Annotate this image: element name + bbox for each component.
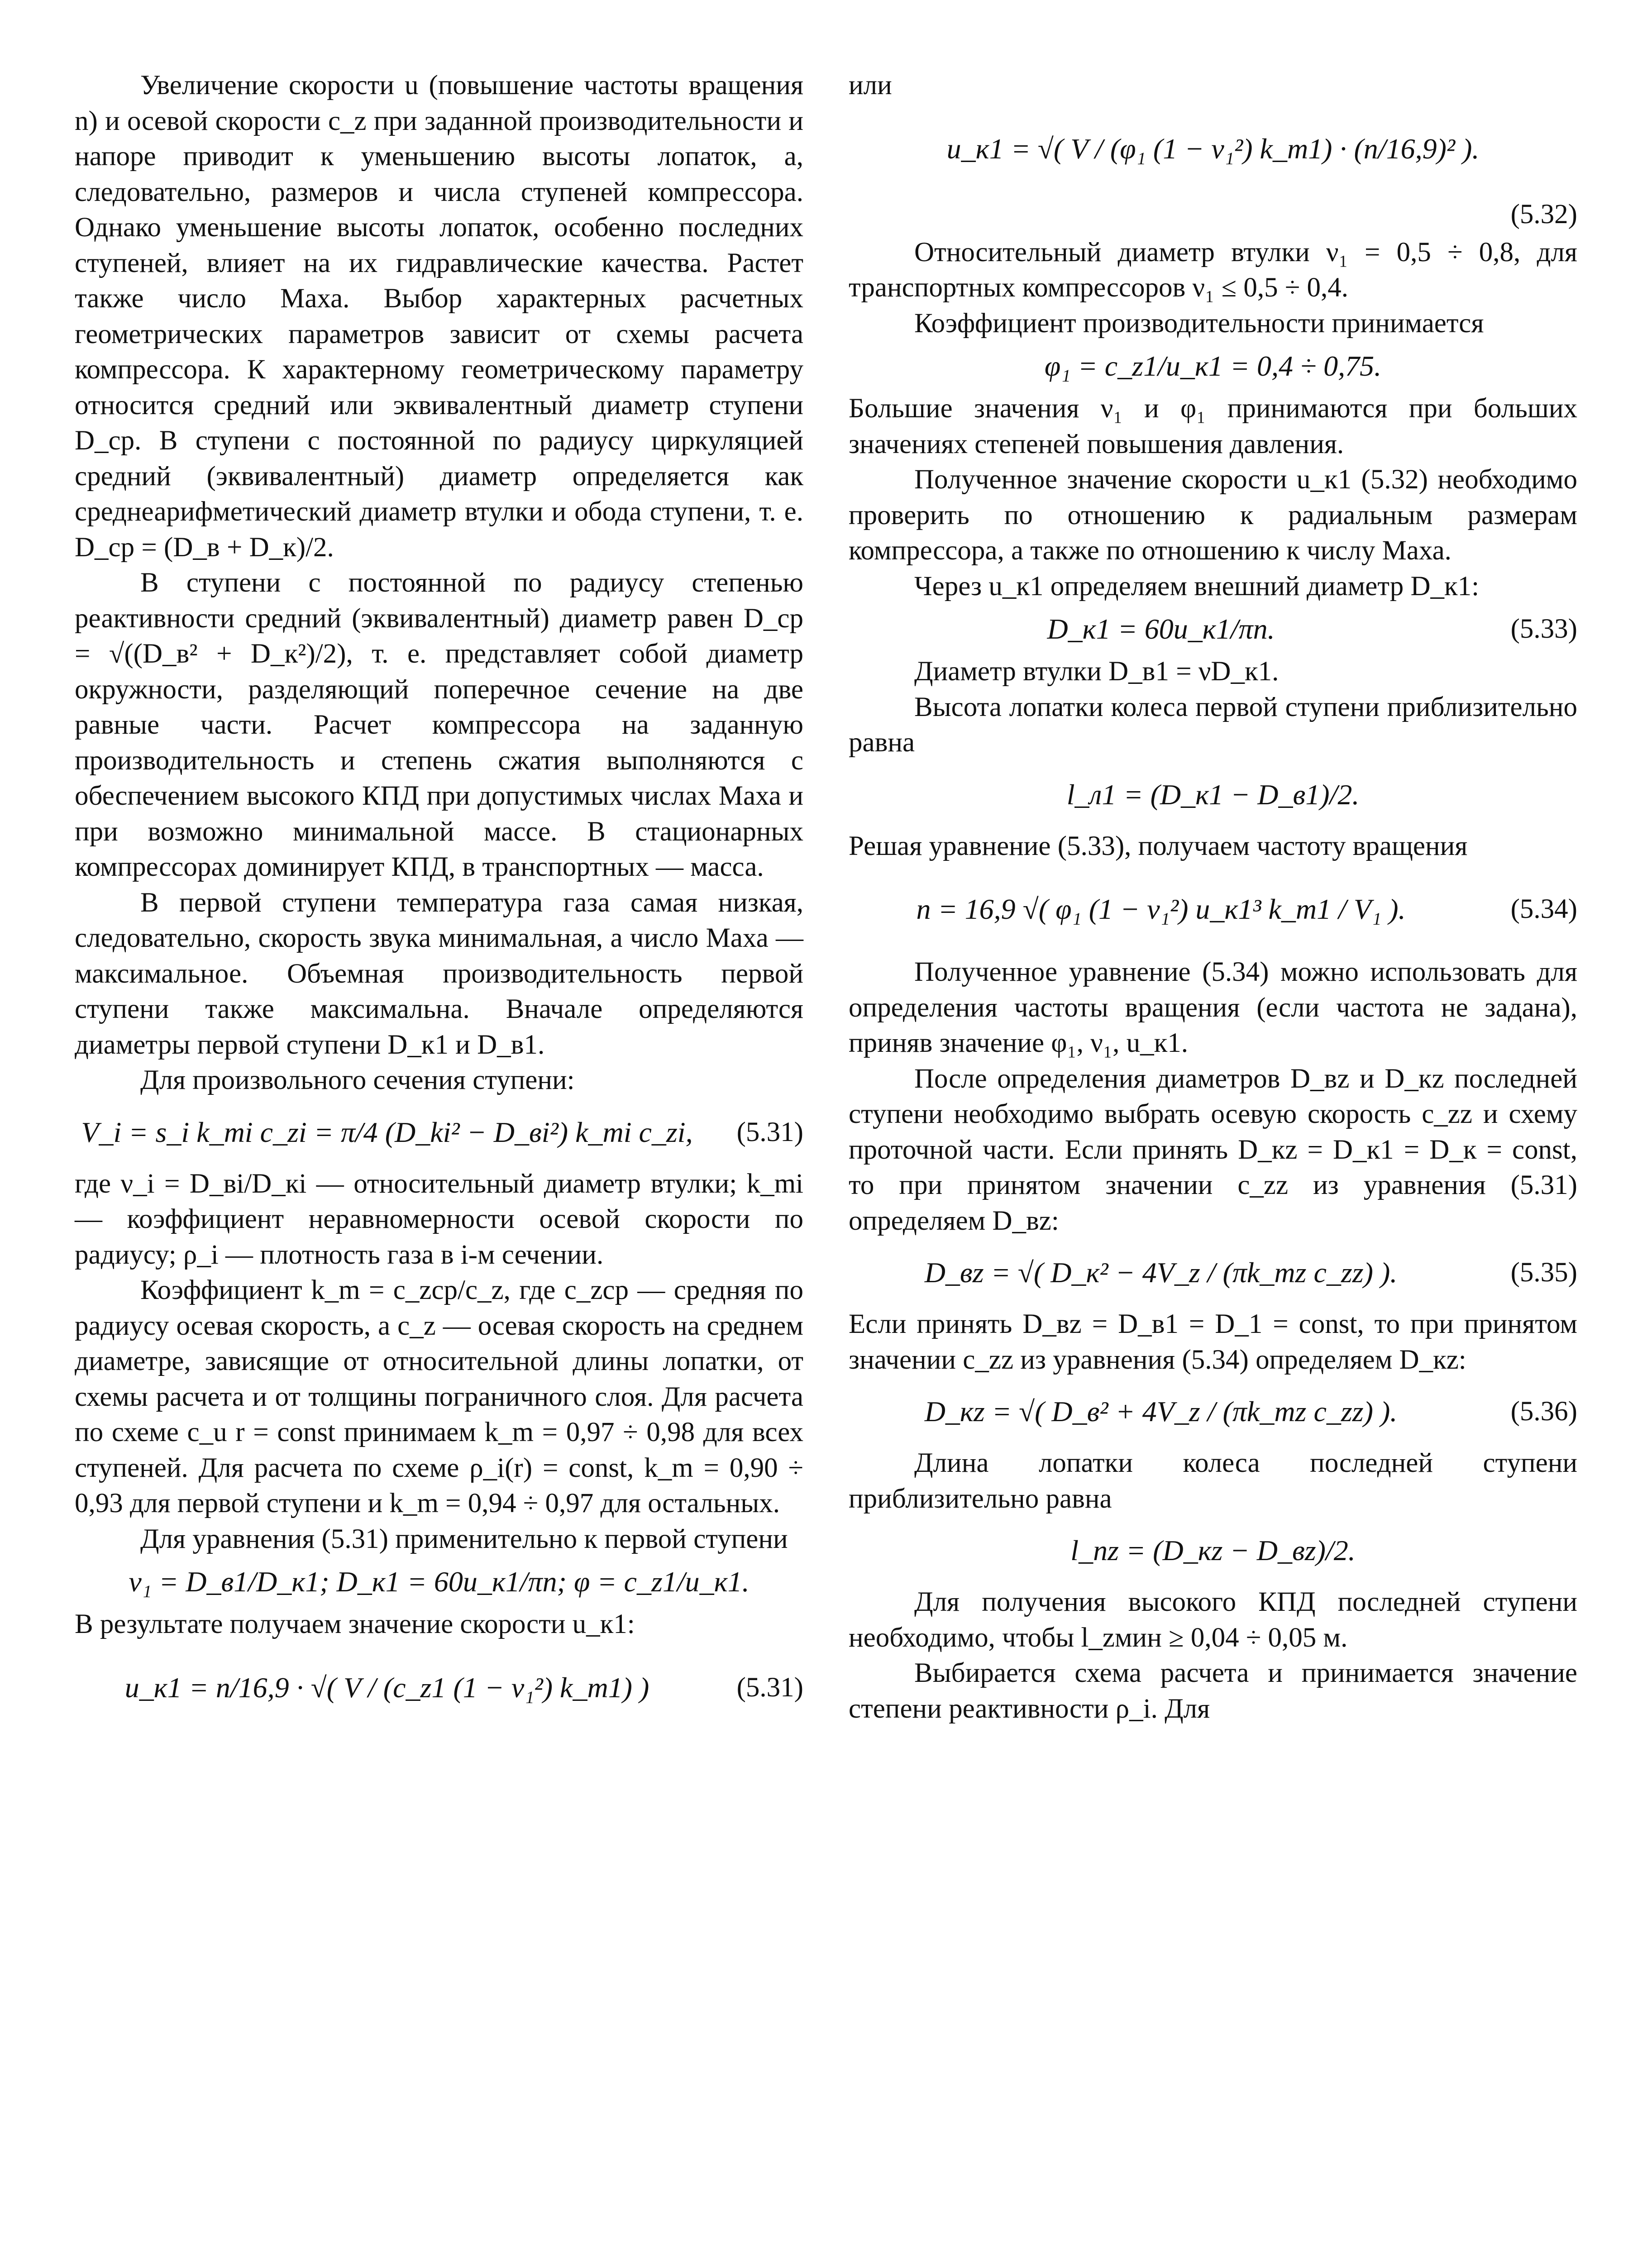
equation-definitions — [75, 1557, 803, 1607]
paragraph: Относительный диаметр втулки ν₁ = 0,5 ÷ 0,8, для транспортных компрессоров ν₁ ≤ 0,5 ÷ 0,4. — [849, 237, 1577, 303]
paragraph: Полученное уравнение (5.34) можно использовать для определения частоты вращения (если частота не задана), приняв значение φ₁, ν₁, u_к1. — [849, 957, 1577, 1058]
paragraph: Полученное значение скорости u_к1 (5.32) необходимо проверить по отношению к радиальным размерам компрессора, а также по отношению к числу Маха. — [849, 464, 1577, 566]
paragraph: Коэффициент k_m = c_zср/c_z, где c_zср — средняя по радиусу осевая скорость, а c_z — осевая скорость на среднем диаметре, зависящие от относительной длины лопатки, от схемы расчета и от толщины пограничного слоя. Для расчета по схеме c_u r = const принимаем k_m = 0,97 ÷ 0,98 для всех ступеней. Для расчета по схеме ρ_i(r) = const, k_m = 0,90 ÷ 0,93 для первой ступени и k_m = 0,94 ÷ 0,97 для остальных. — [75, 1275, 803, 1518]
equation-body: D_к1 = 60u_к1/πn. — [1047, 613, 1275, 645]
equation-number: (5.36) — [1510, 1396, 1577, 1427]
equation-5-36 — [849, 1378, 1577, 1446]
paragraph: Для уравнения (5.31) применительно к первой ступени — [140, 1523, 788, 1554]
right-column — [849, 68, 1577, 1727]
paragraph: или — [849, 70, 892, 100]
paragraph: Длина лопатки колеса последней ступени приблизительно равна — [849, 1448, 1577, 1514]
equation-5-34 — [849, 864, 1577, 955]
paragraph: Выбирается схема расчета и принимается значение степени реактивности ρ_i. Для — [849, 1658, 1577, 1724]
equation-number: (5.34) — [1510, 894, 1577, 924]
equation-body: u_к1 = n/16,9 · √( V / (c_z1 (1 − ν₁²) k_m1) ) — [124, 1671, 649, 1704]
equation-blade-height-last — [849, 1517, 1577, 1585]
equation-number: (5.33) — [1510, 614, 1577, 644]
paragraph: В результате получаем значение скорости u_к1: — [75, 1609, 635, 1639]
paragraph: В первой ступени температура газа самая низкая, следовательно, скорость звука минимальная, а число Маха — максимальное. Объемная производительность первой ступени также максимальна. Вначале определяются диаметры первой ступени D_к1 и D_в1. — [75, 887, 803, 1060]
equation-5-35 — [849, 1239, 1577, 1307]
paragraph: Через u_к1 определяем внешний диаметр D_к1: — [914, 571, 1480, 602]
equation-5-31-velocity — [75, 1642, 803, 1733]
equation-number: (5.31) — [736, 1117, 803, 1147]
paragraph: Высота лопатки колеса первой ступени приблизительно равна — [849, 692, 1577, 758]
paragraph: Большие значения ν₁ и φ₁ принимаются при больших значениях степеней повышения давления. — [849, 393, 1577, 459]
equation-body: n = 16,9 √( φ₁ (1 − ν₁²) u_к1³ k_m1 / V₁ ). — [916, 893, 1406, 925]
paragraph: Если принять D_вz = D_в1 = D_1 = const, то при принятом значении c_zz из уравнения (5.34) определяем D_кz: — [849, 1309, 1577, 1375]
equation-5-32 — [849, 104, 1577, 194]
equation-5-33 — [849, 604, 1577, 654]
equation-number: (5.31) — [736, 1672, 803, 1703]
paragraph: В ступени с постоянной по радиусу степенью реактивности средний (эквивалентный) диаметр равен D_ср = √((D_в² + D_к²)/2), т. е. представляет собой диаметр окружности, разделяющий поперечное сечение на две равные части. Расчет компрессора на заданную производительность и степень сжатия выполняются с обеспечением высокого КПД при допустимых числах Маха и при возможно минимальной массе. В стационарных компрессорах доминирует КПД, в транспортных — масса. — [75, 568, 803, 882]
equation-flow-coefficient — [849, 341, 1577, 391]
paragraph: Для получения высокого КПД последней ступени необходимо, чтобы l_zмин ≥ 0,04 ÷ 0,05 м. — [849, 1587, 1577, 1653]
equation-body: φ₁ = c_z1/u_к1 = 0,4 ÷ 0,75. — [1044, 350, 1382, 382]
equation-body: V_i = s_i k_mi c_zi = π/4 (D_ki² − D_вi²) k_mi c_zi, — [81, 1116, 693, 1148]
equation-body: u_к1 = √( V / (φ₁ (1 − ν₁²) k_m1) · (n/16,9)² ). — [946, 132, 1480, 165]
paragraph: Диаметр втулки D_в1 = νD_к1. — [914, 656, 1279, 687]
equation-blade-height-first — [849, 761, 1577, 829]
equation-body: l_л1 = (D_к1 − D_в1)/2. — [1066, 778, 1360, 811]
equation-number: (5.32) — [1510, 199, 1577, 229]
paragraph: Увеличение скорости u (повышение частоты вращения n) и осевой скорости c_z при заданной производительности и напоре приводит к уменьшению высоты лопаток, а, следовательно, размеров и числа ступеней компрессора. Однако уменьшение высоты лопаток, особенно последних ступеней, влияет на их гидравлические качества. Растет также число Маха. Выбор характерных расчетных геометрических параметров зависит от схемы расчета компрессора. К характерному геометрическому параметру относится средний или эквивалентный диаметр ступени D_ср. В ступени с постоянной по радиусу циркуляцией средний (эквивалентный) диаметр определяется как среднеарифметический диаметр втулки и обода ступени, т. е. D_ср = (D_в + D_к)/2. — [75, 70, 803, 563]
equation-body: D_кz = √( D_в² + 4V_z / (πk_mz c_zz) ). — [924, 1395, 1398, 1428]
left-column — [75, 68, 803, 1733]
paragraph: где ν_i = D_вi/D_кi — относительный диаметр втулки; k_mi — коэффициент неравномерности осевой скорости по радиусу; ρ_i — плотность газа в i-м сечении. — [75, 1168, 803, 1270]
paragraph: Коэффициент производительности принимается — [914, 308, 1484, 339]
paragraph: После определения диаметров D_вz и D_кz последней ступени необходимо выбрать осевую скорость c_zz и схему проточной части. Если принять D_кz = D_к1 = D_к = const, то при принятом значении c_zz из уравнения (5.31) определяем D_вz: — [849, 1063, 1577, 1236]
equation-body: ν₁ = D_в1/D_к1; D_к1 = 60u_к1/πn; φ = c_z1/u_к1. — [129, 1566, 750, 1598]
paragraph: Решая уравнение (5.33), получаем частоту вращения — [849, 831, 1468, 861]
equation-body: D_вz = √( D_к² − 4V_z / (πk_mz c_zz) ). — [924, 1256, 1398, 1289]
equation-5-31-volume — [75, 1098, 803, 1166]
equation-body: l_nz = (D_кz − D_вz)/2. — [1070, 1534, 1356, 1566]
equation-number: (5.35) — [1510, 1257, 1577, 1288]
paragraph: Для произвольного сечения ступени: — [140, 1065, 575, 1095]
